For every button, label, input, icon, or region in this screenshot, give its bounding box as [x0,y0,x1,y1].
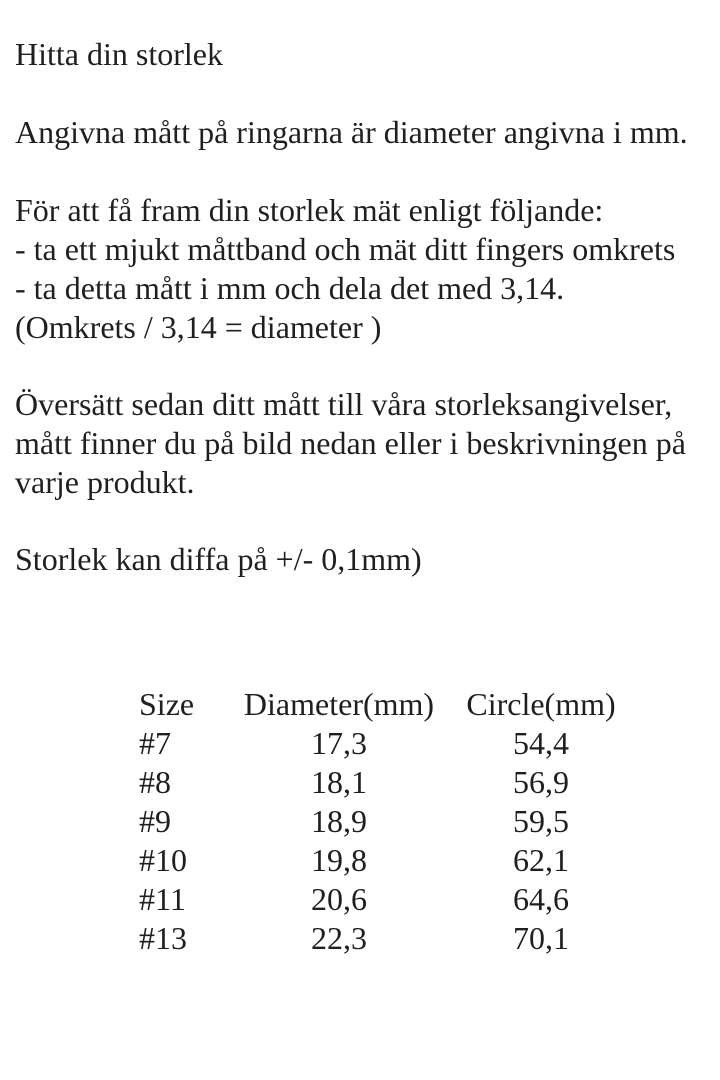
column-header-diameter: Diameter(mm) [243,686,435,722]
table-row [139,880,710,919]
intro-line: Angivna mått på ringarna är diameter angivna i mm. [15,114,688,150]
size-cell: #11 [139,881,186,917]
instruction-step-2: - ta detta mått i mm och dela det med 3,14. [15,270,565,306]
table-row [139,841,710,880]
table-row [139,724,710,763]
size-cell: #13 [139,920,187,956]
circle-cell: 54,4 [513,725,569,761]
table-row [139,763,710,802]
tolerance-note-line: Storlek kan diffa på +/- 0,1mm) [15,541,422,577]
instructions-heading: För att få fram din storlek mät enligt följande: [15,192,604,228]
table-row [139,919,710,958]
size-cell: #7 [139,725,171,761]
table-row [139,802,710,841]
tolerance-note-paragraph [15,540,710,579]
translate-note-line-1: Översätt sedan ditt mått till våra storleksangivelser, [15,386,673,422]
circle-cell: 64,6 [513,881,569,917]
diameter-cell: 18,9 [311,803,367,839]
size-cell: #8 [139,764,171,800]
circle-cell: 56,9 [513,764,569,800]
size-cell: #9 [139,803,171,839]
diameter-cell: 22,3 [311,920,367,956]
translate-note-line-2: mått finner du på bild nedan eller i beskrivningen på [15,425,686,461]
intro-paragraph [15,113,710,152]
instruction-step-1: - ta ett mjukt måttband och mät ditt fingers omkrets [15,231,676,267]
column-header-size: Size [139,686,195,722]
circle-cell: 70,1 [513,920,569,956]
circle-cell: 62,1 [513,842,569,878]
diameter-cell: 19,8 [311,842,367,878]
diameter-cell: 18,1 [311,764,367,800]
circle-cell: 59,5 [513,803,569,839]
diameter-cell: 17,3 [311,725,367,761]
diameter-cell: 20,6 [311,881,367,917]
instruction-formula: (Omkrets / 3,14 = diameter ) [15,309,382,345]
size-table [139,685,710,958]
size-cell: #10 [139,842,187,878]
size-table-header-row [139,685,710,724]
instructions-paragraph [15,191,710,347]
column-header-circle: Circle(mm) [466,686,616,722]
page-title: Hitta din storlek [15,36,223,72]
translate-note-line-3: varje produkt. [15,464,195,500]
translate-note-paragraph [15,385,710,502]
